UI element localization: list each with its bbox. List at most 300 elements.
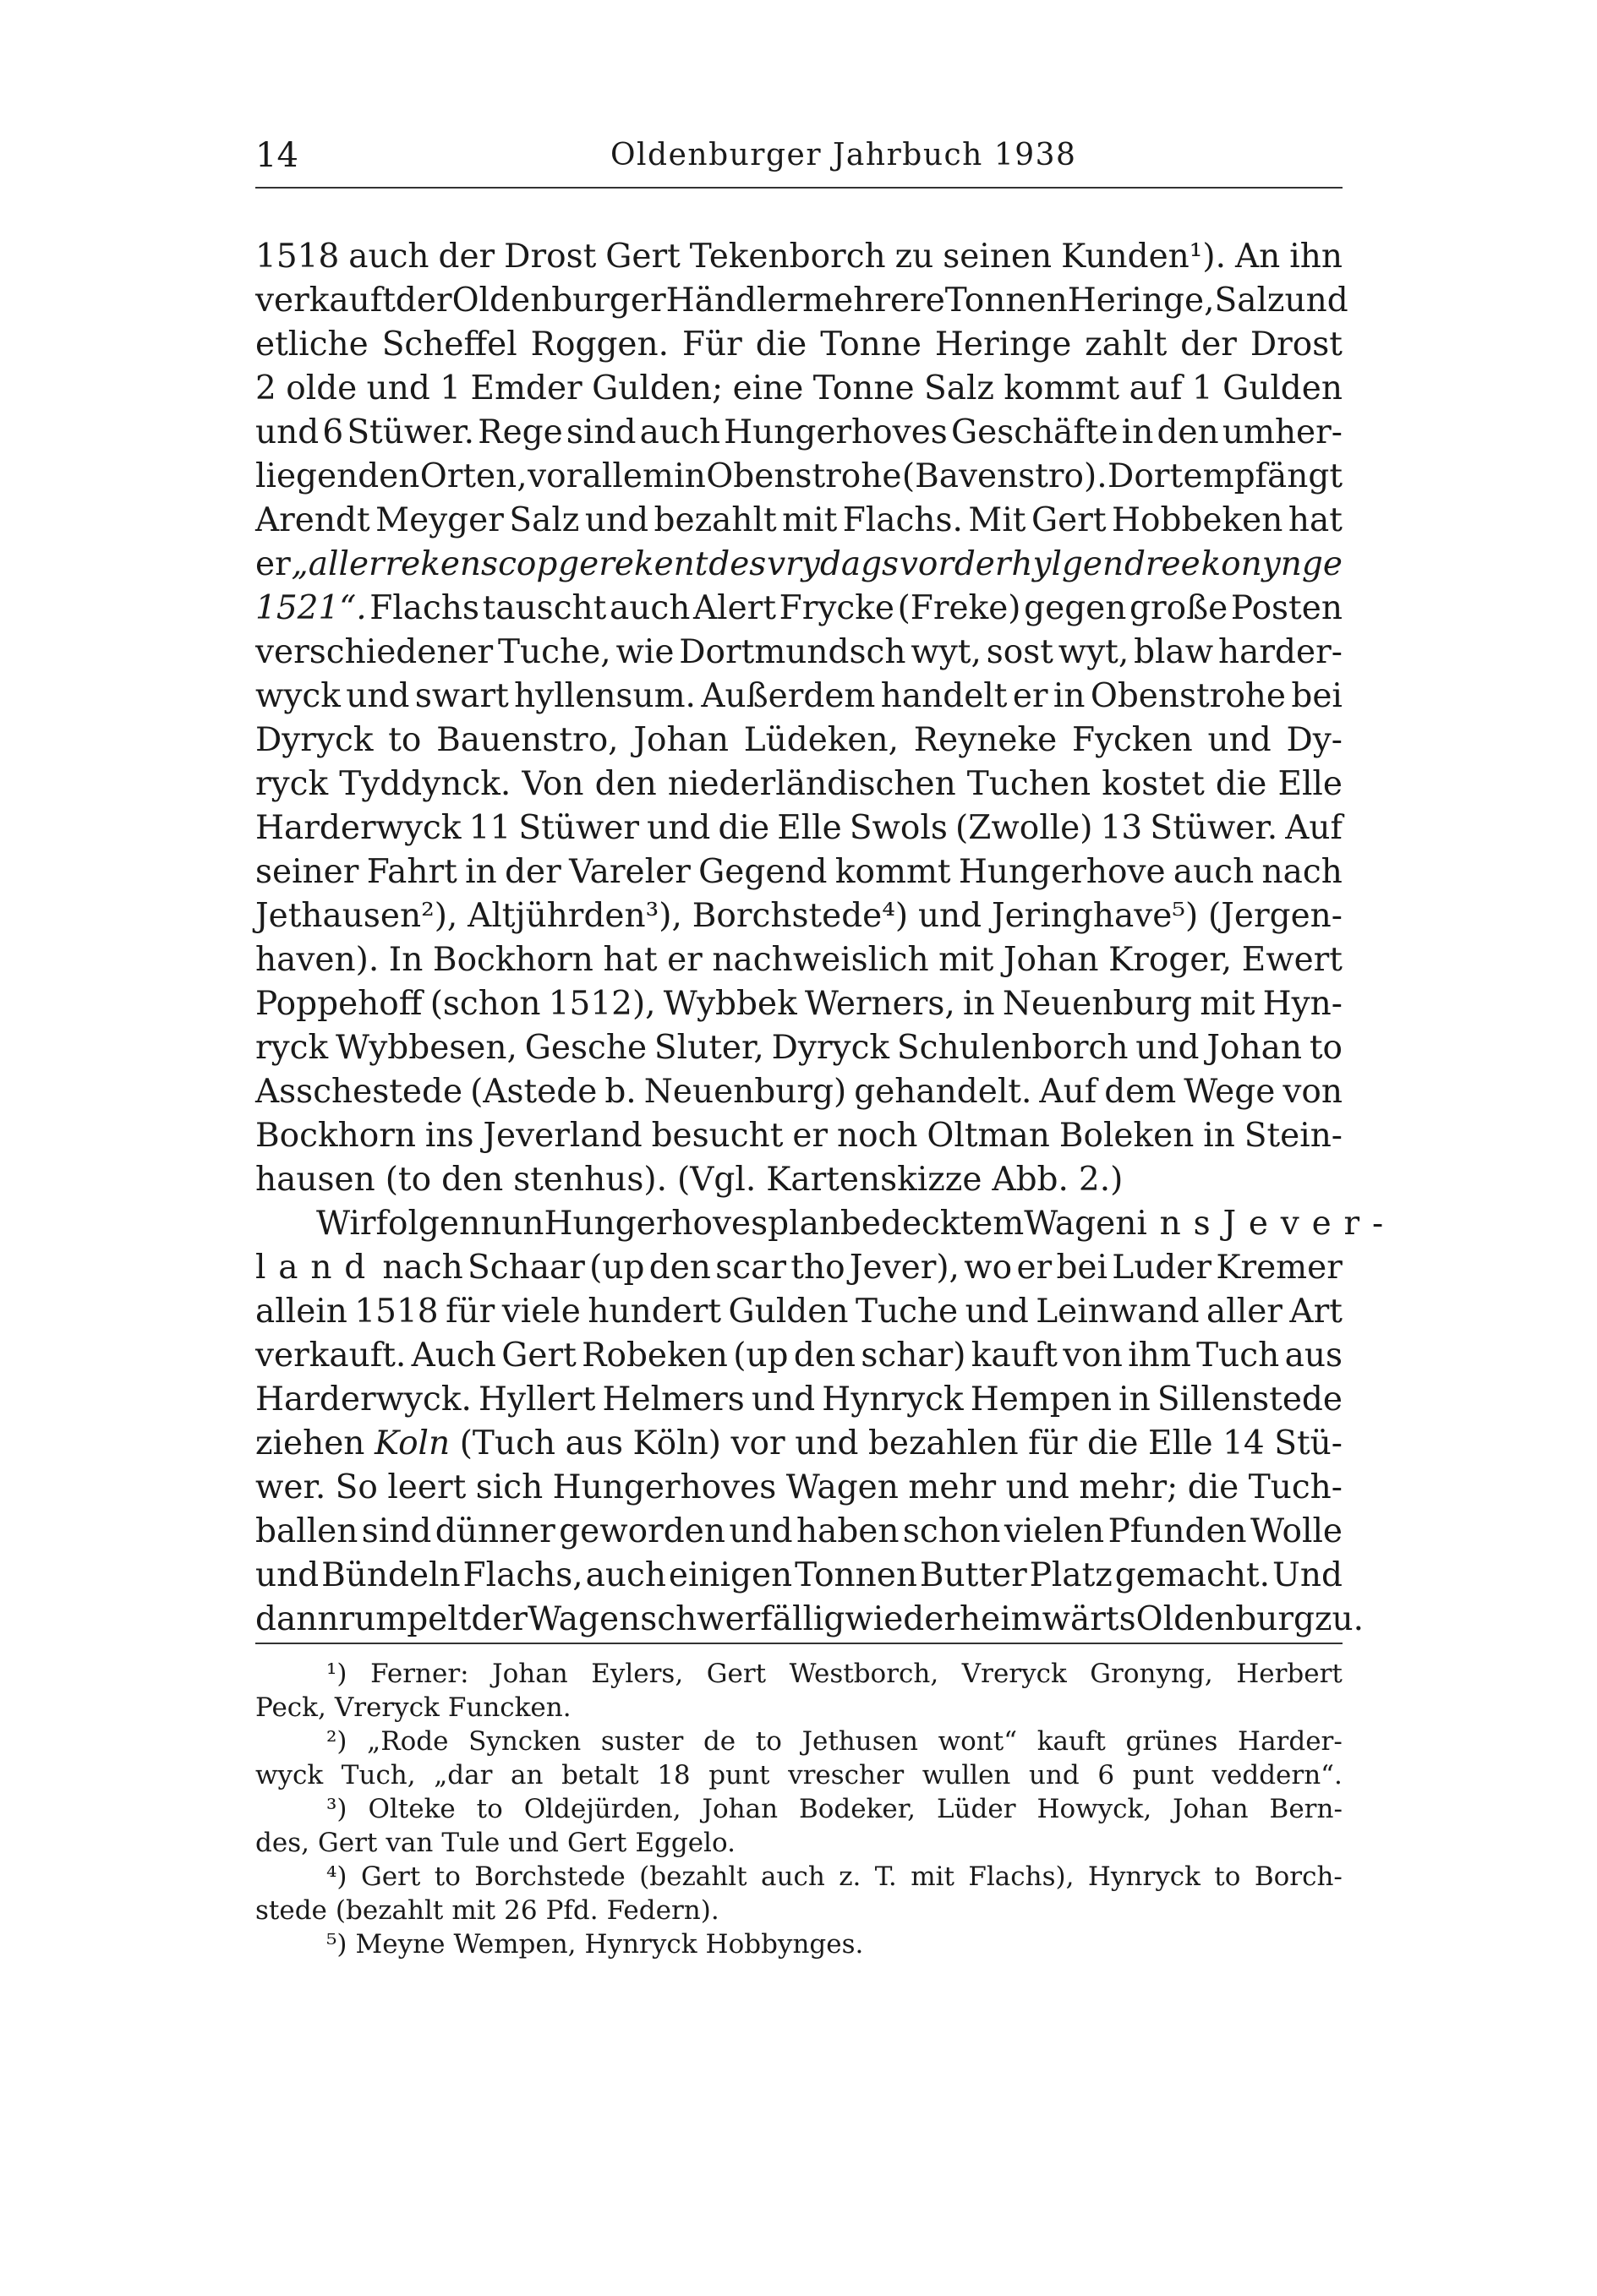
word: auf bbox=[1129, 369, 1183, 407]
word: auch bbox=[348, 238, 429, 276]
word: kauft bbox=[1036, 1726, 1106, 1757]
word: ryck bbox=[255, 1029, 329, 1067]
word: heimwärts bbox=[960, 1600, 1136, 1638]
text-line bbox=[255, 982, 1343, 1026]
word: Flachs. bbox=[842, 501, 963, 539]
word: er bbox=[792, 1117, 829, 1155]
word: Robeken bbox=[582, 1337, 728, 1375]
word: Bodeker, bbox=[798, 1794, 916, 1824]
word: Tyddynck. bbox=[339, 765, 511, 803]
word: Von bbox=[522, 765, 584, 803]
word: punt bbox=[1132, 1760, 1194, 1790]
text-line bbox=[255, 806, 1343, 850]
word: ryck bbox=[255, 765, 329, 803]
word: Sillenstede bbox=[1157, 1380, 1343, 1419]
word: Und bbox=[1272, 1556, 1343, 1594]
text-line bbox=[255, 894, 1343, 938]
word: auch bbox=[585, 1556, 666, 1594]
footnotes bbox=[255, 1657, 1343, 1961]
word: 1518 bbox=[354, 1293, 439, 1331]
word: Howyck, bbox=[1036, 1794, 1152, 1824]
word: und bbox=[255, 1556, 320, 1594]
word: die bbox=[718, 809, 770, 847]
word: Helmers bbox=[602, 1380, 745, 1419]
word: Heringe, bbox=[1067, 282, 1215, 320]
word: und bbox=[795, 1424, 859, 1462]
word: Swols bbox=[849, 809, 948, 847]
word: und bbox=[508, 1828, 559, 1858]
word: den bbox=[793, 1337, 856, 1375]
word: Arendt bbox=[255, 501, 370, 539]
footnote-rule bbox=[255, 1643, 1343, 1644]
text-line bbox=[255, 323, 1343, 367]
word: (bezahlt bbox=[639, 1861, 747, 1892]
word: Meyne bbox=[355, 1929, 446, 1960]
word: und bbox=[1005, 1468, 1069, 1506]
word: Heringe bbox=[934, 325, 1072, 364]
word: Fahrt bbox=[366, 853, 457, 891]
word: noch bbox=[836, 1117, 918, 1155]
word: Harderwyck. bbox=[255, 1380, 472, 1419]
word: rekenscop bbox=[385, 545, 558, 583]
word: mit bbox=[782, 501, 838, 539]
word: allein bbox=[255, 1293, 347, 1331]
word: (Tuch bbox=[459, 1424, 556, 1462]
word: in bbox=[1118, 1380, 1151, 1419]
word: „Rode bbox=[367, 1726, 449, 1757]
word: gerekent bbox=[558, 545, 708, 583]
word: Salz bbox=[1214, 282, 1285, 320]
word: der bbox=[505, 853, 561, 891]
word: Harder- bbox=[1238, 1726, 1343, 1757]
word: Wempen, bbox=[453, 1929, 577, 1960]
word: „dar bbox=[434, 1760, 493, 1790]
word: der bbox=[954, 545, 1011, 583]
word: Borchstede⁴) bbox=[692, 897, 909, 935]
word: in bbox=[963, 985, 995, 1023]
word: ihm bbox=[1128, 1337, 1191, 1375]
word: Federn). bbox=[606, 1895, 719, 1926]
word: hundert bbox=[588, 1293, 722, 1331]
word: Platz bbox=[1029, 1556, 1113, 1594]
word: von bbox=[1283, 1073, 1343, 1111]
text-line bbox=[255, 675, 1343, 719]
word: die bbox=[755, 325, 807, 364]
word: und bbox=[346, 677, 410, 715]
word: mehr bbox=[908, 1468, 997, 1506]
word: Tuchen bbox=[966, 765, 1091, 803]
word: Flachs bbox=[369, 589, 479, 627]
word: und bbox=[729, 1512, 793, 1550]
word: planbedecktem bbox=[768, 1205, 1025, 1243]
word: hylgen bbox=[1011, 545, 1124, 583]
word: der bbox=[1180, 325, 1237, 364]
word: Bündeln bbox=[321, 1556, 461, 1594]
word: Wolle bbox=[1250, 1512, 1343, 1550]
word: zu. bbox=[1314, 1600, 1364, 1638]
word: Gegend bbox=[698, 853, 828, 891]
word: In bbox=[388, 941, 424, 979]
word: an bbox=[511, 1760, 544, 1790]
word: vrescher bbox=[788, 1760, 905, 1790]
word: verkauft. bbox=[255, 1337, 407, 1375]
word: umher- bbox=[1222, 413, 1343, 451]
word: van bbox=[386, 1828, 434, 1858]
word: Gesche bbox=[524, 1029, 648, 1067]
word: in bbox=[674, 457, 706, 495]
word: Hempen bbox=[970, 1380, 1112, 1419]
word: Drost bbox=[504, 238, 597, 276]
word: auch bbox=[1173, 853, 1255, 891]
word: vielen bbox=[1004, 1512, 1105, 1550]
word: Tuche bbox=[855, 1293, 959, 1331]
word: Hynryck bbox=[584, 1929, 697, 1960]
word: Werners, bbox=[804, 985, 955, 1023]
word: An bbox=[1234, 238, 1281, 276]
word: schon bbox=[902, 1512, 1001, 1550]
word: und bbox=[917, 897, 982, 935]
word: 1 bbox=[1191, 369, 1213, 407]
word: sich bbox=[475, 1468, 544, 1506]
word: (Vgl. bbox=[677, 1161, 757, 1199]
word: 1512), bbox=[548, 985, 656, 1023]
text-line bbox=[255, 1026, 1343, 1070]
word: Geschäfte bbox=[950, 413, 1118, 451]
word: für bbox=[1028, 1424, 1078, 1462]
word: zu bbox=[894, 238, 934, 276]
word: Peck, bbox=[255, 1692, 326, 1723]
word: Meyger bbox=[375, 501, 504, 539]
word: veddern“. bbox=[1211, 1760, 1343, 1790]
word: mit bbox=[911, 1861, 954, 1892]
word: aller bbox=[1206, 1293, 1283, 1331]
text-line bbox=[255, 1114, 1343, 1158]
word: Wybbek bbox=[663, 985, 797, 1023]
word: mehrere bbox=[802, 282, 945, 320]
word: Tuch- bbox=[1248, 1468, 1343, 1506]
text-line bbox=[255, 411, 1343, 455]
word: Scheffel bbox=[381, 325, 517, 364]
word: Johan bbox=[702, 1794, 779, 1824]
word: Salz bbox=[923, 369, 994, 407]
word: vor bbox=[528, 457, 582, 495]
word: Ewert bbox=[1241, 941, 1343, 979]
word: 6 bbox=[1097, 1760, 1115, 1790]
word: dem bbox=[1104, 1073, 1177, 1111]
word: vor bbox=[899, 545, 954, 583]
word: Wybbesen, bbox=[336, 1029, 517, 1067]
word: ¹) bbox=[326, 1659, 347, 1689]
word: der bbox=[438, 238, 495, 276]
word: Asschestede bbox=[255, 1073, 463, 1111]
word: Dy- bbox=[1286, 721, 1343, 759]
word: Johan bbox=[1206, 1029, 1302, 1067]
word: gegen bbox=[1024, 589, 1127, 627]
word: Flachs, bbox=[462, 1556, 583, 1594]
word: zahlt bbox=[1085, 325, 1168, 364]
word: den bbox=[594, 765, 657, 803]
word: Wir bbox=[316, 1205, 376, 1243]
word: grünes bbox=[1125, 1726, 1218, 1757]
word: Hynryck bbox=[822, 1380, 964, 1419]
word: er bbox=[1016, 1249, 1053, 1287]
word: Bauenstro, bbox=[436, 721, 619, 759]
word: Pfd. bbox=[545, 1895, 599, 1926]
word: Wege bbox=[1184, 1073, 1276, 1111]
word: hat bbox=[603, 941, 658, 979]
word: Harderwyck bbox=[255, 809, 462, 847]
word: Gert bbox=[605, 238, 681, 276]
word: to bbox=[434, 1861, 461, 1892]
text-line bbox=[255, 1202, 1397, 1246]
word: Wagen bbox=[1024, 1205, 1137, 1243]
word: Frycke bbox=[779, 589, 894, 627]
word: Flachs), bbox=[968, 1861, 1075, 1892]
word: Tonnen bbox=[795, 1556, 917, 1594]
word: to bbox=[1309, 1029, 1343, 1067]
word: besucht bbox=[651, 1117, 784, 1155]
word: dree bbox=[1124, 545, 1200, 583]
word: haven). bbox=[255, 941, 380, 979]
word: 14 bbox=[1222, 1424, 1265, 1462]
word: Johan bbox=[1003, 941, 1099, 979]
word: und bbox=[751, 1380, 816, 1419]
word: stede bbox=[255, 1895, 327, 1926]
word: Elle bbox=[777, 809, 842, 847]
word: Tuche, bbox=[498, 633, 611, 671]
word: Oltman bbox=[927, 1117, 1050, 1155]
word: Schaar bbox=[468, 1249, 585, 1287]
word: Gert bbox=[317, 1828, 378, 1858]
word: Alert bbox=[692, 589, 777, 627]
word: einigen bbox=[668, 1556, 793, 1594]
word: Stein- bbox=[1244, 1117, 1343, 1155]
word: nun bbox=[480, 1205, 544, 1243]
word: Kunden¹). bbox=[1061, 238, 1227, 276]
word: vor bbox=[730, 1424, 785, 1462]
word: Dyryck bbox=[771, 1029, 890, 1067]
word: für bbox=[446, 1293, 495, 1331]
word: Tekenborch bbox=[689, 238, 886, 276]
main-text bbox=[255, 235, 1397, 1642]
text-line bbox=[255, 1070, 1343, 1114]
word: er bbox=[1012, 677, 1048, 715]
header-rule bbox=[255, 187, 1343, 189]
word: auch bbox=[761, 1861, 825, 1892]
word: und bbox=[1028, 1760, 1080, 1790]
word: Jeverland bbox=[483, 1117, 643, 1155]
word: dann bbox=[255, 1600, 339, 1638]
footnote-line bbox=[255, 1826, 1343, 1860]
word: betalt bbox=[561, 1760, 639, 1790]
word: Tuch, bbox=[341, 1760, 416, 1790]
word: nach bbox=[1261, 853, 1343, 891]
word: land bbox=[255, 1249, 379, 1287]
word: rumpelt bbox=[338, 1600, 472, 1638]
word: to bbox=[476, 1794, 503, 1824]
word: 11 bbox=[468, 809, 511, 847]
word: punt bbox=[708, 1760, 770, 1790]
word: Syncken bbox=[468, 1726, 582, 1757]
word: Hynryck bbox=[1087, 1861, 1200, 1892]
word: hyllensum. bbox=[514, 677, 696, 715]
word: Borch- bbox=[1254, 1861, 1343, 1892]
running-title: Oldenburger Jahrbuch 1938 bbox=[610, 138, 1077, 172]
text-line bbox=[255, 631, 1343, 675]
word: „aller bbox=[291, 545, 385, 583]
word: Jeringhave⁵) bbox=[991, 897, 1199, 935]
word: Dort bbox=[1108, 457, 1184, 495]
text-line bbox=[255, 1554, 1343, 1598]
word: die bbox=[1086, 1424, 1139, 1462]
word: Gert bbox=[706, 1659, 767, 1689]
word: (Zwolle) bbox=[955, 809, 1093, 847]
word: So bbox=[335, 1468, 378, 1506]
footnote-line bbox=[255, 1758, 1343, 1792]
word: gemacht. bbox=[1114, 1556, 1271, 1594]
word: seinen bbox=[943, 238, 1053, 276]
word: von bbox=[1063, 1337, 1123, 1375]
word: 2 bbox=[255, 369, 276, 407]
word: Hungerhoves bbox=[544, 1205, 768, 1243]
word: Hungerhoves bbox=[552, 1468, 777, 1506]
word: Kroger, bbox=[1108, 941, 1233, 979]
word: Mit bbox=[968, 501, 1026, 539]
word: kauft bbox=[971, 1337, 1058, 1375]
word: nachweislich bbox=[712, 941, 929, 979]
word: ³) bbox=[326, 1794, 347, 1824]
text-line bbox=[255, 1422, 1343, 1466]
word: dünner bbox=[435, 1512, 555, 1550]
word: Oldenburger bbox=[451, 282, 666, 320]
word: Jever- bbox=[1222, 1205, 1397, 1243]
word: gehandelt. bbox=[854, 1073, 1032, 1111]
word: (to bbox=[385, 1161, 432, 1199]
word: 13 bbox=[1100, 809, 1143, 847]
word: hat bbox=[1288, 501, 1343, 539]
word: Hobbynges. bbox=[705, 1929, 864, 1960]
word: kommt bbox=[834, 853, 951, 891]
word: 6 bbox=[322, 413, 344, 451]
word: Drost bbox=[1250, 325, 1343, 364]
word: leert bbox=[387, 1468, 467, 1506]
word: Olteke bbox=[368, 1794, 456, 1824]
word: Johan bbox=[492, 1659, 568, 1689]
word: und bbox=[366, 369, 430, 407]
word: Leinwand bbox=[1036, 1293, 1200, 1331]
text-line bbox=[255, 499, 1343, 543]
word: olde bbox=[286, 369, 358, 407]
text-line bbox=[255, 850, 1343, 894]
word: Pfunden bbox=[1108, 1512, 1247, 1550]
word: Lüdeken, bbox=[743, 721, 900, 759]
word: Stüwer bbox=[518, 809, 640, 847]
word: (up bbox=[589, 1249, 645, 1287]
word: 18 bbox=[657, 1760, 691, 1790]
text-line bbox=[255, 1158, 1343, 1202]
word: handelt bbox=[880, 677, 1008, 715]
footnote-line bbox=[255, 1725, 1343, 1758]
word: tauscht bbox=[482, 589, 607, 627]
word: Emder bbox=[470, 369, 582, 407]
word: bei bbox=[1056, 1249, 1108, 1287]
word: niederländischen bbox=[667, 765, 956, 803]
word: in bbox=[1053, 677, 1086, 715]
word: des, bbox=[255, 1828, 309, 1858]
word: Orten, bbox=[419, 457, 528, 495]
word: Oldejürden, bbox=[523, 1794, 681, 1824]
word: Bockhorn bbox=[255, 1117, 416, 1155]
word: und bbox=[255, 413, 320, 451]
word: tho bbox=[790, 1249, 845, 1287]
word: Kremer bbox=[1216, 1249, 1343, 1287]
word: Außerdem bbox=[701, 677, 876, 715]
footnote-line bbox=[255, 1860, 1343, 1894]
word: Jever), bbox=[849, 1249, 960, 1287]
text-line bbox=[255, 543, 1343, 587]
word: 1 bbox=[440, 369, 462, 407]
word: Auf bbox=[1285, 809, 1343, 847]
word: (Bavenstro). bbox=[901, 457, 1108, 495]
footnote-line bbox=[255, 1792, 1343, 1826]
word: den bbox=[441, 1161, 504, 1199]
word: Auch bbox=[411, 1337, 496, 1375]
word: (bezahlt bbox=[335, 1895, 444, 1926]
word: empfängt bbox=[1183, 457, 1343, 495]
word: (up bbox=[733, 1337, 789, 1375]
word: er bbox=[667, 941, 703, 979]
word: Auf bbox=[1039, 1073, 1097, 1111]
word: Vareler bbox=[569, 853, 691, 891]
word: verschiedener bbox=[255, 633, 494, 671]
word: vrydags bbox=[767, 545, 900, 583]
word: Rege bbox=[478, 413, 563, 451]
text-line bbox=[255, 1598, 1364, 1642]
word: des bbox=[708, 545, 767, 583]
word: Stü- bbox=[1274, 1424, 1343, 1462]
word: und bbox=[965, 1293, 1029, 1331]
word: in bbox=[465, 853, 497, 891]
word: Dyryck bbox=[255, 721, 374, 759]
word: Tonne bbox=[812, 369, 915, 407]
word: die bbox=[1215, 765, 1267, 803]
word: in bbox=[1121, 413, 1154, 451]
word: Jethausen²), bbox=[255, 897, 458, 935]
word: wie bbox=[615, 633, 675, 671]
word: der bbox=[471, 1600, 528, 1638]
word: T. bbox=[874, 1861, 897, 1892]
word: ⁵) bbox=[326, 1929, 347, 1960]
word: Lüder bbox=[936, 1794, 1016, 1824]
word: Salz bbox=[509, 501, 580, 539]
word: Kartenskizze bbox=[766, 1161, 982, 1199]
text-line bbox=[255, 1246, 1343, 1290]
word: Gulden bbox=[1222, 369, 1343, 407]
word: Westborch, bbox=[789, 1659, 939, 1689]
word: Hungerhoves bbox=[724, 413, 948, 451]
word: Hobbeken bbox=[1112, 501, 1283, 539]
word: Altjührden³), bbox=[468, 897, 682, 935]
word: Boleken bbox=[1058, 1117, 1195, 1155]
text-line bbox=[255, 587, 1343, 631]
word: wyck bbox=[255, 677, 341, 715]
word: Bern- bbox=[1269, 1794, 1343, 1824]
word: eine bbox=[732, 369, 804, 407]
word: Luder bbox=[1112, 1249, 1212, 1287]
word: 26 bbox=[504, 1895, 538, 1926]
word: schar) bbox=[861, 1337, 966, 1375]
word: verkauft bbox=[255, 282, 396, 320]
